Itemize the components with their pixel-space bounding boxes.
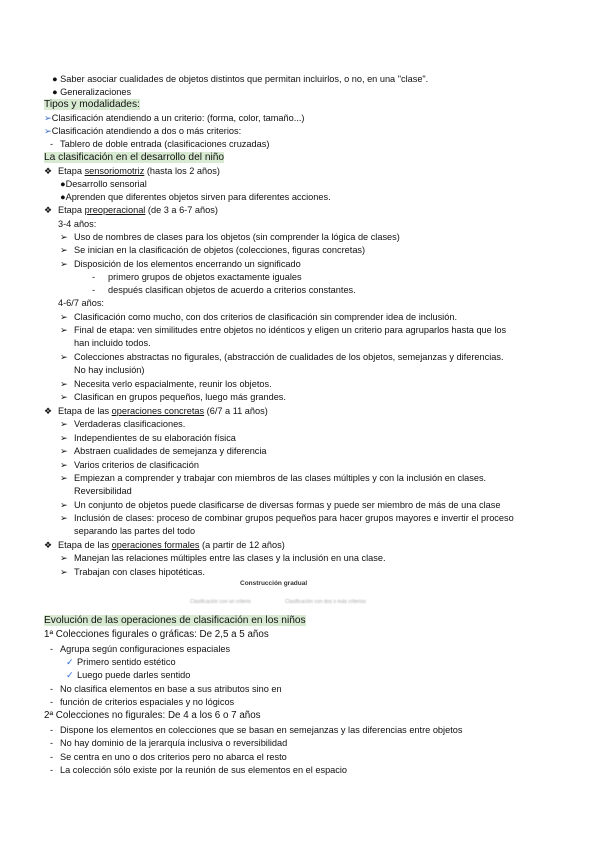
stage-item: ❖ Etapa sensoriomotriz (hasta los 2 años): [44, 166, 220, 176]
arrow-item: ➢ Disposición de los elementos encerrando un significado: [60, 259, 301, 269]
stage-item: ❖ Etapa de las operaciones formales (a partir de 12 años): [44, 540, 285, 550]
age-subheading: 4-6/7 años:: [58, 298, 104, 308]
figure-title: Construcción gradual: [240, 580, 308, 587]
arrow-item: ➢ Necesita verlo espacialmente, reunir los objetos.: [60, 379, 272, 389]
dash-item: - No clasifica elementos en base a sus atributos sino en: [50, 684, 282, 694]
arrow-item: ➢ Colecciones abstractas no figurales, (abstracción de cualidades de los objetos, semejanzas y diferencias.: [60, 352, 504, 362]
age-subheading: 3-4 años:: [58, 219, 97, 229]
section-heading: Tipos y modalidades:: [44, 99, 140, 110]
arrow-item: ➢ Final de etapa: ven similitudes entre objetos no idénticos y eligen un criterio para agruparlos hasta que los: [60, 325, 507, 335]
arrow-item: ➢ Independientes de su elaboración física: [60, 433, 236, 443]
continuation-line: han incluido todos.: [74, 338, 151, 348]
arrow-item: ➢ Empiezan a comprender y trabajar con miembros de las clases múltiples y con la inclusión en clases.: [60, 473, 487, 483]
stage-item: ❖ Etapa preoperacional (de 3 a 6-7 años): [44, 205, 218, 215]
dash-item: - La colección sólo existe por la reunión de sus elementos en el espacio: [50, 765, 348, 775]
bullet-item: ●Desarrollo sensorial: [60, 179, 147, 189]
arrow-item: ➢ Uso de nombres de clases para los objetos (sin comprender la lógica de clases): [60, 232, 400, 242]
dash-item: - Se centra en uno o dos criterios pero no abarca el resto: [50, 752, 287, 762]
continuation-line: Reversibilidad: [74, 486, 132, 496]
arrow-item: ➢Clasificación atendiendo a un criterio: (forma, color, tamaño...): [44, 113, 305, 123]
dash-item: - función de criterios espaciales y no lógicos: [50, 697, 235, 707]
dash-item: - después clasifican objetos de acuerdo a criterios constantes.: [92, 285, 356, 295]
check-item: ✓ Luego puede darles sentido: [66, 670, 191, 680]
arrow-item: ➢ Clasifican en grupos pequeños, luego más grandes.: [60, 392, 286, 402]
arrow-item: ➢ Varios criterios de clasificación: [60, 460, 199, 470]
continuation-line: separando las partes del todo: [74, 526, 196, 536]
subsection-heading: 1ª Colecciones figurales o gráficas: De 2,5 a 5 años: [44, 629, 269, 640]
arrow-item: ➢Clasificación atendiendo a dos o más criterios:: [44, 126, 242, 136]
dash-item: - Dispone los elementos en colecciones que se basan en semejanzas y las diferencias entre objetos: [50, 725, 463, 735]
figure-caption-left: Clasificación con un criterio: [190, 599, 251, 605]
dash-item: - Agrupa según configuraciones espaciales: [50, 644, 231, 654]
bullet-item: ● Saber asociar cualidades de objetos distintos que permitan incluirlos, o no, en una "clase".: [52, 74, 429, 84]
arrow-item: ➢ Manejan las relaciones múltiples entre las clases y la inclusión en una clase.: [60, 553, 386, 563]
arrow-item: ➢ Verdaderas clasificaciones.: [60, 419, 186, 429]
arrow-item: ➢ Trabajan con clases hipotéticas.: [60, 567, 205, 577]
arrow-item: ➢ Inclusión de clases: proceso de combinar grupos pequeños para hacer grupos mayores e invertir el proceso: [60, 513, 514, 523]
arrow-item: ➢ Clasificación como mucho, con dos criterios de clasificación sin comprender idea de inclusión.: [60, 312, 457, 322]
figure-caption-right: Clasificación con dos o más criterios: [285, 599, 366, 605]
dash-item: - primero grupos de objetos exactamente iguales: [92, 272, 302, 282]
section-heading: Evolución de las operaciones de clasificación en los niños: [44, 615, 306, 626]
dash-item: - No hay dominio de la jerarquía inclusiva o reversibilidad: [50, 738, 288, 748]
arrow-item: ➢ Un conjunto de objetos puede clasificarse de diversas formas y puede ser miembro de más de una clase: [60, 500, 501, 510]
stage-item: ❖ Etapa de las operaciones concretas (6/7 a 11 años): [44, 406, 268, 416]
section-heading: La clasificación en el desarrollo del niño: [44, 152, 225, 163]
arrow-item: ➢ Abstraen cualidades de semejanza y diferencia: [60, 446, 267, 456]
arrow-item: ➢ Se inician en la clasificación de objetos (colecciones, figuras concretas): [60, 245, 366, 255]
dash-item: - Tablero de doble entrada (clasificaciones cruzadas): [50, 139, 270, 149]
bullet-item: ● Generalizaciones: [52, 87, 132, 97]
check-item: ✓ Primero sentido estético: [66, 657, 176, 667]
continuation-line: No hay inclusión): [74, 365, 145, 375]
subsection-heading: 2ª Colecciones no figurales: De 4 a los 6 o 7 años: [44, 710, 261, 721]
bullet-item: ●Aprenden que diferentes objetos sirven para diferentes acciones.: [60, 192, 331, 202]
